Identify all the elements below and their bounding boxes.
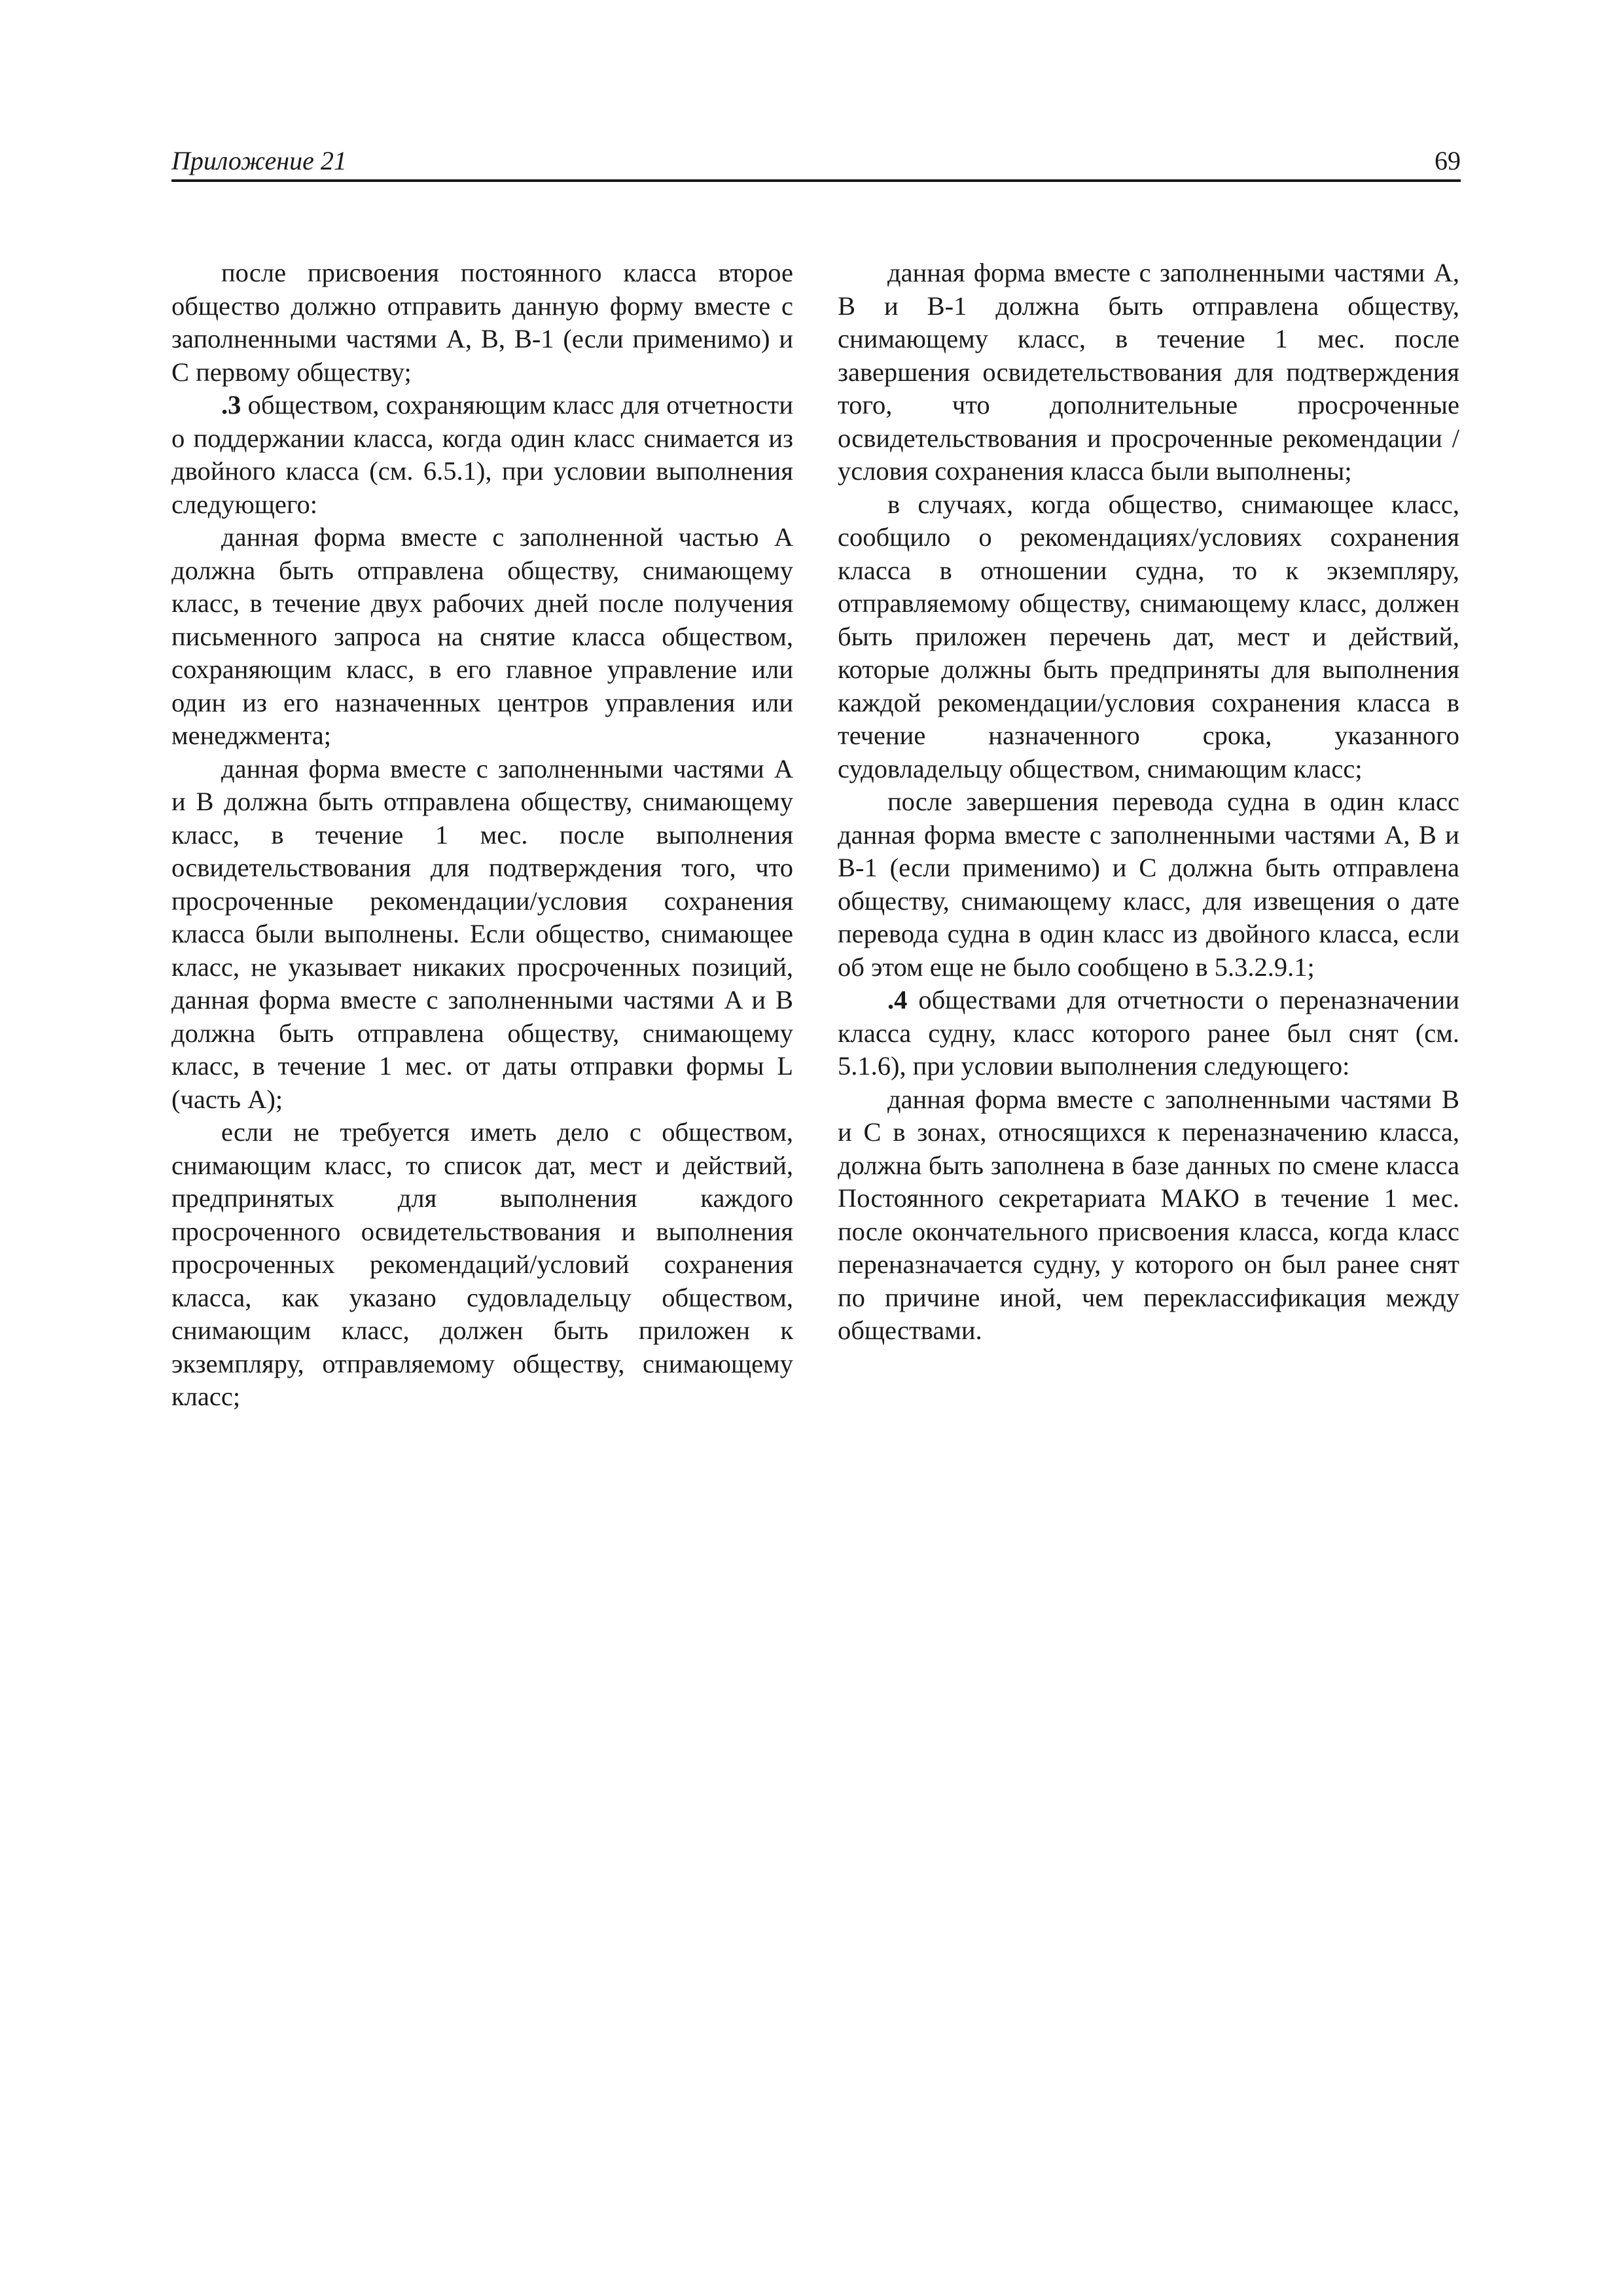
paragraph-text: обществом, сохраняющим класс для отчетности о поддержании класса, когда один класс снимается из двойного класса (см. 6.5.1), при условии выполнения следующего: <box>171 390 793 519</box>
paragraph-text: в случаях, когда общество, снимающее класс, сообщило о рекомендациях/условиях сохранения класса в отношении судна, то к экземпляру, отправляемому обществу, снимающему класс, должен быть приложен перечень дат, мест и действий, которые должны быть предприняты для выполнения каждой рекомендации/условия сохранения класса в течение назначенного срока, указанного судовладельцу обществом, снимающим класс; <box>838 489 1459 783</box>
page-number: 69 <box>1435 146 1461 175</box>
paragraph <box>171 1116 793 1414</box>
paragraph-text: данная форма вместе с заполненной частью A должна быть отправлена обществу, снимающему класс, в течение двух рабочих дней после получения письменного запроса на снятие класса обществом, сохраняющим класс, в его главное управление или один из его назначенных центров управления или менеджмента; <box>171 522 793 750</box>
paragraph <box>171 521 793 753</box>
paragraph <box>838 785 1459 984</box>
item-marker: .3 <box>221 390 241 420</box>
paragraph-text: если не требуется иметь дело с обществом, снимающим класс, то список дат, мест и действий, предпринятых для выполнения каждого просроченного освидетельствования и выполнения просроченных рекомендаций/условий сохранения класса, как указано судовладельцу обществом, снимающим класс, должен быть приложен к экземпляру, отправляемому обществу, снимающему класс; <box>171 1117 793 1411</box>
paragraph <box>171 753 793 1117</box>
paragraph-text: данная форма вместе с заполненными частями A и B должна быть отправлена обществу, снимающему класс, в течение 1 мес. после выполнения освидетельствования для подтверждения того, что просроченные рекомендации/условия сохранения класса были выполнены. Если общество, снимающее класс, не указывает никаких просроченных позиций, данная форма вместе с заполненными частями A и B должна быть отправлена обществу, снимающему класс, в течение 1 мес. от даты отправки формы L (часть A); <box>171 753 793 1114</box>
paragraph <box>171 389 793 521</box>
paragraph <box>171 257 793 389</box>
page-header <box>171 143 1461 182</box>
paragraph <box>838 488 1459 786</box>
left-column <box>171 257 793 1414</box>
paragraph-text: обществами для отчетности о переназначении класса судну, класс которого ранее был снят (см. 5.1.6), при условии выполнения следующего: <box>838 985 1459 1081</box>
paragraph <box>838 1083 1459 1348</box>
paragraph-text: после завершения перевода судна в один класс данная форма вместе с заполненными частями A, B и B-1 (если применимо) и C должна быть отправлена обществу, снимающему класс, для извещения о дате перевода судна в один класс из двойного класса, если об этом еще не было сообщено в 5.3.2.9.1; <box>838 787 1459 982</box>
running-title: Приложение 21 <box>171 146 347 175</box>
paragraph <box>838 984 1459 1083</box>
right-column <box>838 257 1459 1348</box>
paragraph-text: данная форма вместе с заполненными частями A, B и B-1 должна быть отправлена обществу, снимающему класс, в течение 1 мес. после завершения освидетельствования для подтверждения того, что дополнительные просроченные освидетельствования и просроченные рекомендации /условия сохранения класса были выполнены; <box>838 258 1459 486</box>
paragraph <box>838 257 1459 488</box>
paragraph-text: после присвоения постоянного класса второе общество должно отправить данную форму вместе с заполненными частями A, B, B-1 (если применимо) и C первому обществу; <box>171 258 793 387</box>
paragraph-text: данная форма вместе с заполненными частями B и C в зонах, относящихся к переназначению класса, должна быть заполнена в базе данных по смене класса Постоянного секретариата МАКО в течение 1 мес. после окончательного присвоения класса, когда класс переназначается судну, у которого он был ранее снят по причине иной, чем переклассификация между обществами. <box>838 1084 1459 1345</box>
item-marker: .4 <box>887 985 908 1014</box>
